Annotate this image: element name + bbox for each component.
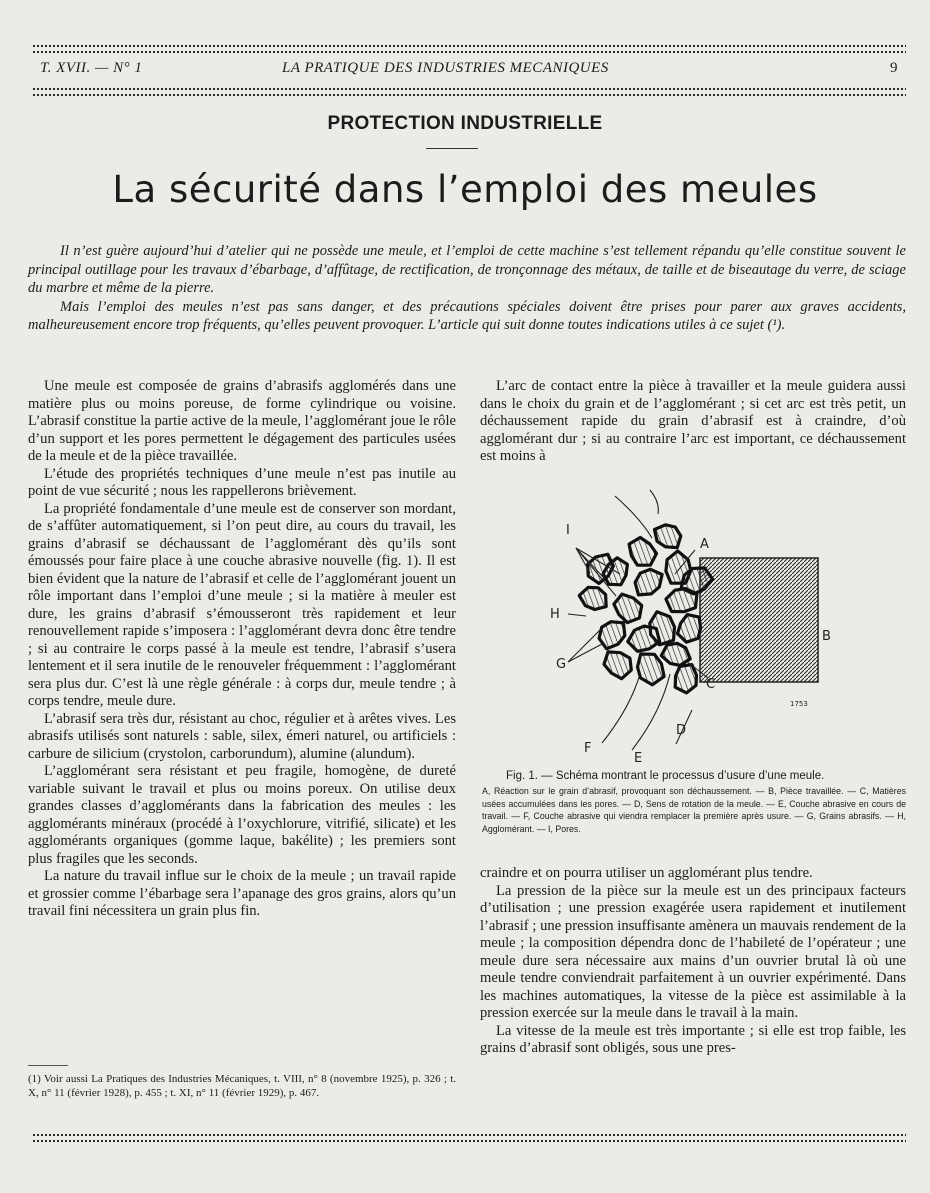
article-title: La sécurité dans l’emploi des meules <box>112 168 818 211</box>
paragraph: L’agglomérant sera résistant et peu fragile, homogène, de dureté variable suivant le travail et plus ou moins poreux. On utilise deux grandes classes d’agglomérants dans la fabrication des meules : les agglomérants minéraux (procédé à l’oxychlorure, vitrifié, silicate) et les agglomérants organiques (gomme laque, bakélite) ; les premiers sont plus fragiles que les seconds. <box>28 763 456 867</box>
chapo <box>28 242 906 335</box>
figure-label-G: G <box>556 657 567 672</box>
journal-title: LA PRATIQUE DES INDUSTRIES MECANIQUES <box>282 60 609 76</box>
figure-label-B: B <box>822 629 831 644</box>
page-number: 9 <box>890 60 898 76</box>
figure-label-I: I <box>566 523 570 538</box>
abrasive-grain <box>655 525 681 548</box>
abrasive-grain <box>599 622 625 649</box>
abrasive-grain <box>614 594 642 623</box>
abrasive-grain <box>628 626 660 651</box>
abrasive-grain <box>604 652 631 679</box>
paragraph: La vitesse de la meule est très importante ; si elle est trop faible, les grains d’abrasif sont obligés, sous une pres- <box>480 1022 906 1056</box>
chapo-paragraph: Il n’est guère aujourd’hui d’atelier qui ne possède une meule, et l’emploi de cette machine s’est tellement répandu qu’elle constitue souvent le principal outillage pour les travaux d’ébarbage, d’affûtage, de rectification, de tronçonnage des métaux, de taille et de biseautage du verre, de sciage du marbre et même de la pierre. <box>28 243 906 297</box>
paragraph: L’abrasif sera très dur, résistant au choc, régulier et à arêtes vives. Les abrasifs utilisés sont naturels : sable, silex, émeri naturel, ou artificiels : carbure de silicium (crystolon, carborundum), alumine (alundum). <box>28 710 456 762</box>
right-column-top <box>480 378 906 466</box>
abrasive-grain <box>629 538 656 566</box>
running-head <box>32 60 906 80</box>
abrasive-grain <box>579 587 606 609</box>
top-dotted-rule-1 <box>32 44 906 48</box>
figure-caption <box>482 770 906 835</box>
figure-label-A: A <box>700 537 709 552</box>
header-dotted-rule-1 <box>32 87 906 91</box>
top-dotted-rule-2 <box>32 50 906 54</box>
bottom-dotted-rule-2 <box>32 1139 906 1143</box>
figure-grinding-wheel-wear <box>520 478 840 768</box>
abrasive-grains <box>579 525 712 693</box>
right-column-bottom <box>480 865 906 1058</box>
abrasive-grain <box>635 569 662 595</box>
abrasive-grain <box>675 665 696 693</box>
footnote: (1) Voir aussi La Pratiques des Industries Mécaniques, t. VIII, n° 8 (novembre 1925), p. 326 ; t. X, n° 11 (février 1928), p. 455 ; t. XI, n° 11 (février 1929), p. 467. <box>28 1073 456 1099</box>
paragraph: L’étude des propriétés techniques d’une meule n’est pas inutile au point de vue sécurité ; nous les rappellerons brièvement. <box>28 465 456 499</box>
figure-label-F: F <box>584 741 592 756</box>
paragraph: L’arc de contact entre la pièce à travailler et la meule guidera aussi dans le choix du grain et de l’agglomérant ; si cet arc est très petit, un déchaussement rapide du grain d’abrasif est à craindre, d’où agglomérant dur ; si au contraire l’arc est important, ce déchaussement est moins à <box>480 378 906 464</box>
paragraph: La nature du travail influe sur le choix de la meule ; un travail rapide et grossier comme l’ébarbage sera l’apanage des gros grains, alors qu’un travail fini nécessitera un grain plus fin. <box>28 868 456 919</box>
header-dotted-rule-2 <box>32 93 906 97</box>
section-title: PROTECTION INDUSTRIELLE <box>327 113 603 134</box>
caption-legend: A, Réaction sur le grain d’abrasif, provoquant son déchaussement. — B, Pièce travaillée. — C, Matières usées accumulées dans les pores. — D, Sens de rotation de la meule. — E, Couche abrasive en cours de travail. — F, Couche abrasive qui viendra remplacer la première après usure. — G, Grains abrasifs. — H, Agglomérant. — I, Pores. <box>482 786 906 834</box>
paragraph: Une meule est composée de grains d’abrasifs agglomérés dans une matière plus ou moins poreuse, de forme cylindrique ou voisine. L’abrasif constitue la partie active de la meule, l’agglomérant joue le rôle d’un support et les pores permettent le dégagement des particules usées de la meule et de la pièce travaillée. <box>28 378 456 464</box>
footnote-rule <box>28 1065 68 1066</box>
left-column <box>28 378 456 921</box>
figure-label-D: D <box>676 723 687 738</box>
abrasive-grain <box>661 643 690 665</box>
abrasive-grain <box>638 654 665 685</box>
figure-stamp: 1753 <box>790 700 808 708</box>
bottom-dotted-rule-1 <box>32 1133 906 1137</box>
figure-label-H: H <box>550 607 560 622</box>
paragraph: La pression de la pièce sur la meule est un des principaux facteurs d’utilisation ; une pression exagérée usera rapidement et inutilement l’abrasif ; une pression insuffisante amènera un mauvais rendement de la meule ; la composition dépendra donc de l’habileté de l’opérateur ; une meule dure sera nécessaire aux mains d’un ouvrier brutal là où une meule tendre conviendrait parfaitement à un ouvrier expérimenté. Dans les machines automatiques, la vitesse de la pièce est assimilable à la pression exercée sur la meule dans le travail à la main. <box>480 882 906 1021</box>
figure-label-C: C <box>706 677 716 692</box>
caption-title: Fig. 1. — Schéma montrant le processus d’usure d’une meule. <box>506 770 825 782</box>
workpiece <box>700 558 818 682</box>
volume-issue: T. XVII. — N° 1 <box>40 60 143 76</box>
paragraph: La propriété fondamentale d’une meule est de conserver son mordant, de s’affûter automatiquement, si l’on peut dire, au cours du travail, les grains d’abrasif se déchaussant de l’agglomérant dès qu’ils sont émoussés pour faire place à une couche abrasive nouvelle (fig. 1). Il est bien évident que la nature de l’abrasif et celle de l’agglomérant jouent un rôle important dans l’emploi d’une meule ; si la matière à meuler est dure, les grains d’abrasif s’émousseront très rapidement et leur renouvellement rapide s’imposera : l’agglomérant devra donc être tendre ; si au contraire le corps passé à la meule est tendre, l’abrasif s’usera lentement et il sera inutile de le renouveler fréquemment : l’agglomérant sera plus dur. C’est là une règle générale : à corps dur, meule tendre ; à corps tendre, meule dure. <box>28 500 456 709</box>
abrasive-grain <box>678 615 701 643</box>
section-rule <box>426 148 478 149</box>
paragraph: craindre et on pourra utiliser un agglomérant plus tendre. <box>480 865 813 881</box>
chapo-paragraph: Mais l’emploi des meules n’est pas sans danger, et des précautions spéciales doivent être prises pour parer aux graves accidents, malheureusement encore trop fréquents, qu’elles peuvent provoquer. L’article qui suit donne toutes indications utiles à ce sujet (¹). <box>28 298 906 334</box>
figure-label-E: E <box>634 751 643 766</box>
